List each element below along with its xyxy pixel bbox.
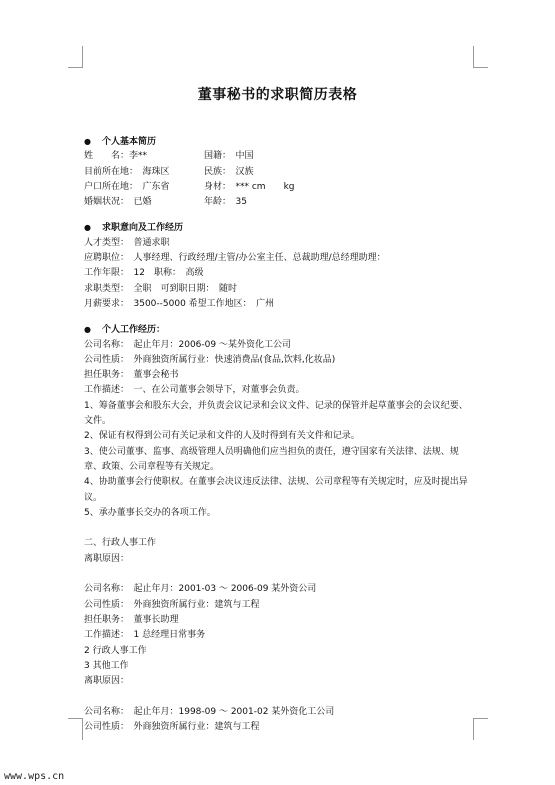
basic-row: 姓 名：李** 国籍： 中国 <box>84 151 254 162</box>
experience-line: 3 其他工作 <box>84 660 129 671</box>
bullet-icon: ● <box>84 137 91 146</box>
experience-line: 2 行政人事工作 <box>84 645 147 656</box>
basic-row: 目前所在地： 海珠区 民族： 汉族 <box>84 166 254 177</box>
intent-line: 工作年限： 12 职称： 高级 <box>84 268 204 279</box>
intent-line: 应聘职位： 人事经理、行政经理/主管/办公室主任、总裁助理/总经理助理： <box>84 253 386 264</box>
experience-line: 工作描述： 1 总经理日常事务 <box>84 630 206 641</box>
experience-line: 公司性质： 外商独资所属行业：建筑与工程 <box>84 721 260 732</box>
experience-line: 3、使公司董事、监事、高级管理人员明确他们应当担负的责任，遵守国家有关法律、法规、规章、政策、公司章程等有关规定。 <box>84 446 459 472</box>
document-body <box>84 134 476 735</box>
intent-line: 月薪要求： 3500--5000 希望工作地区： 广州 <box>84 298 275 309</box>
experience-line: 担任职务： 董事长助理 <box>84 614 179 625</box>
experience-line: 工作描述： 一、在公司董事会领导下，对董事会负责。 <box>84 385 305 396</box>
experience-line: 二、行政人事工作 <box>84 538 157 549</box>
experience-line: 担任职务： 董事会秘书 <box>84 370 179 381</box>
experience-line: 公司性质： 外商独资所属行业：建筑与工程 <box>84 599 260 610</box>
experience-line: 离职原因： <box>84 553 130 564</box>
experience-line: 公司名称： 起止年月：2006-09 ～某外资化工公司 <box>84 339 291 350</box>
experience-line: 公司名称： 起止年月：2001-03 ～ 2006-09 某外资公司 <box>84 584 317 595</box>
section-heading-experience: ● 个人工作经历： <box>84 322 476 337</box>
section-heading-basic: ● 个人基本简历 <box>84 134 476 149</box>
crop-mark-top-right <box>473 46 474 68</box>
bullet-icon: ● <box>84 223 91 233</box>
experience-line: 5、承办董事长交办的各项工作。 <box>84 507 216 518</box>
experience-line: 1、筹备董事会和股东大会，并负责会议记录和会议文件、记录的保管并起草董事会的会议纪要、文件。 <box>84 400 468 427</box>
bullet-icon: ● <box>84 325 91 335</box>
basic-row: 户口所在地： 广东省 身材： *** cm kg <box>84 181 295 192</box>
experience-line: 公司性质： 外商独资所属行业：快速消费品(食品,饮料,化妆品) <box>84 354 336 365</box>
intent-line: 人才类型： 普通求职 <box>84 237 170 248</box>
crop-mark-top-right <box>473 67 488 68</box>
watermark: www.wps.cn <box>4 771 65 782</box>
crop-mark-bottom-left <box>82 718 83 740</box>
crop-mark-bottom-left <box>68 718 83 719</box>
crop-mark-top-left <box>82 46 83 68</box>
experience-line: 公司名称： 起止年月：1998-09 ～ 2001-02 某外资化工公司 <box>84 706 335 717</box>
experience-line: 2、保证有权得到公司有关记录和文件的人及时得到有关文件和记录。 <box>84 431 360 442</box>
crop-mark-top-left <box>68 67 83 68</box>
experience-line: 4、协助董事会行使职权。在董事会决议违反法律、法规、公司章程等有关规定时，应及时提出异议。 <box>84 477 468 503</box>
intent-line: 求职类型： 全职 可到职日期： 随时 <box>84 283 238 294</box>
basic-row: 婚姻状况： 已婚 年龄： 35 <box>84 197 247 208</box>
section-heading-intent: ● 求职意向及工作经历 <box>84 220 476 235</box>
experience-line: 离职原因： <box>84 676 130 687</box>
document-title: 董事秘书的求职简历表格 <box>197 87 358 103</box>
